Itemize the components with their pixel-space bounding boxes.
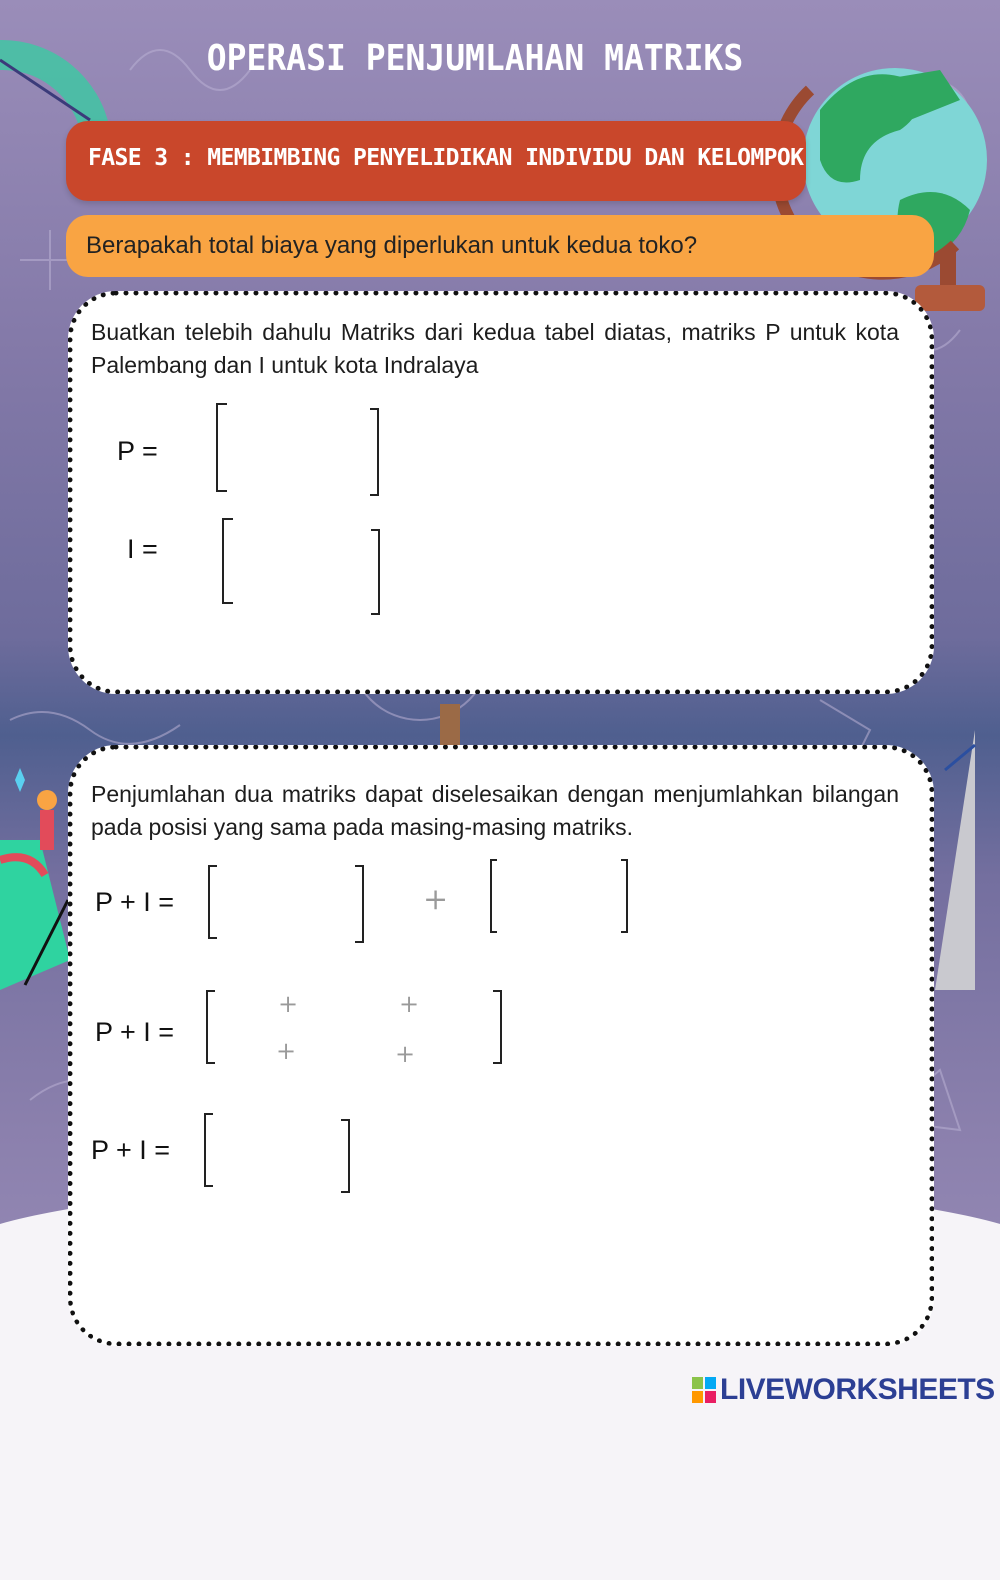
sum-row2-label: P + I = [95,1017,175,1047]
sum-row1-label: P + I = [95,887,175,917]
plus-sign: + [423,882,449,917]
card1-instruction: Buatkan telebih dahulu Matriks dari kedua tabel diatas, matriks P untuk kota Palembang dan I untuk kota Indralaya [91,319,899,378]
sum-row1-right-matrix-box[interactable] [483,856,633,938]
p-matrix-label: P = [117,436,158,466]
liveworksheets-logo-text: LIVEWORKSHEETS [720,1373,995,1406]
sum-row2-element-matrix-box[interactable] [201,987,511,1069]
plus-sign-r1c1: + [278,990,299,1018]
set-square-icon [935,730,975,990]
liveworksheets-logo-icon [692,1377,716,1403]
sum-row1-left-matrix-box[interactable] [203,862,373,944]
sum-row3-result-matrix-box[interactable] [199,1110,359,1196]
plus-sign-r2c2: + [395,1040,416,1068]
card2-instruction: Penjumlahan dua matriks dapat diselesaikan dengan menjumlahkan bilangan pada posisi yang sama pada masing-masing matriks. [91,781,899,840]
plus-sign-r1c2: + [399,990,420,1018]
page-title: OPERASI PENJUMLAHAN MATRIKS [206,36,744,79]
phase-banner-text: FASE 3 : MEMBIMBING PENYELIDIKAN INDIVIDU DAN KELOMPOK [88,145,804,171]
i-matrix-label: I = [127,534,158,564]
liveworksheets-logo [692,1374,995,1406]
question-bar [66,215,934,277]
phase-banner [66,121,806,201]
p-matrix-answer-box[interactable] [213,401,383,496]
plus-sign-r2c1: + [276,1037,297,1065]
matrix-addition-card [68,745,934,1346]
i-matrix-answer-box[interactable] [219,516,389,618]
question-text: Berapakah total biaya yang diperlukan untuk kedua toko? [86,232,698,259]
sum-row3-label: P + I = [91,1135,171,1165]
card-connector-post [440,704,460,746]
matrix-definition-card [68,291,934,694]
pencil-cup-icon [0,768,70,990]
